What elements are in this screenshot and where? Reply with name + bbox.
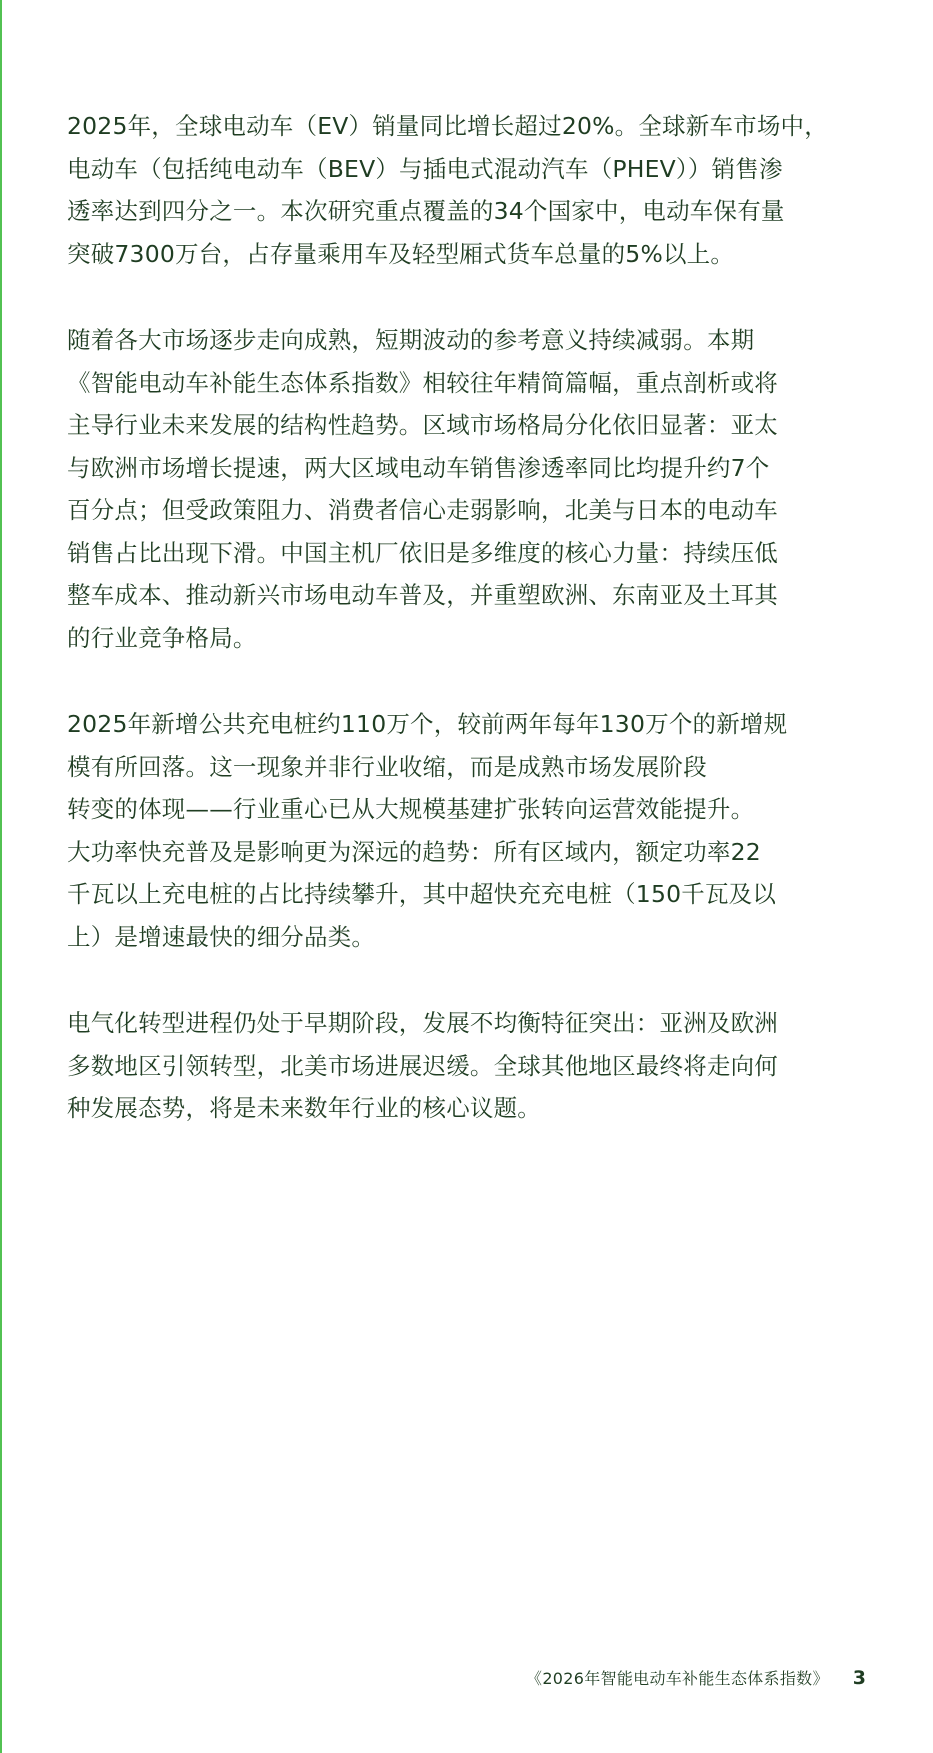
- paragraph-ev-sales: 2025年，全球电动车（EV）销量同比增长超过20%。全球新车市场中， 电动车（包括纯电动车（BEV）与插电式混动汽车（PHEV））销售渗 透率达到四分之一。本次研究重点覆盖的34个国家中，电动车保有量 突破7300万台，占存量乘用车及轻型厢式货车总量的5%以上。: [67, 112, 828, 268]
- page-number: 3: [852, 1667, 866, 1689]
- page-footer: [526, 1666, 866, 1689]
- paragraph-electrification-outlook: 电气化转型进程仍处于早期阶段，发展不均衡特征突出：亚洲及欧洲 多数地区引领转型，北美市场进展迟缓。全球其他地区最终将走向何 种发展态势，将是未来数年行业的核心议题。: [67, 1009, 778, 1122]
- left-accent-rule: [0, 0, 2, 1753]
- main-content: [67, 105, 837, 1174]
- paragraph-market-trends: 随着各大市场逐步走向成熟，短期波动的参考意义持续减弱。本期 《智能电动车补能生态体系指数》相较往年精简篇幅，重点剖析或将 主导行业未来发展的结构性趋势。区域市场格局分化依旧显著：亚太 与欧洲市场增长提速，两大区域电动车销售渗透率同比均提升约7个 百分点；但受政策阻力、消费者信心走弱影响，北美与日本的电动车 销售占比出现下滑。中国主机厂依旧是多维度的核心力量：持续压低 整车成本、推动新兴市场电动车普及，并重塑欧洲、东南亚及土耳其 的行业竞争格局。: [67, 326, 778, 652]
- footer-report-title: 《2026年智能电动车补能生态体系指数》: [526, 1669, 829, 1688]
- paragraph-charging-infrastructure: 2025年新增公共充电桩约110万个，较前两年每年130万个的新增规 模有所回落。这一现象并非行业收缩，而是成熟市场发展阶段 转变的体现——行业重心已从大规模基建扩张转向运营效能提升。 大功率快充普及是影响更为深远的趋势：所有区域内，额定功率22 千瓦以上充电桩的占比持续攀升，其中超快充充电桩（150千瓦及以 上）是增速最快的细分品类。: [67, 710, 788, 951]
